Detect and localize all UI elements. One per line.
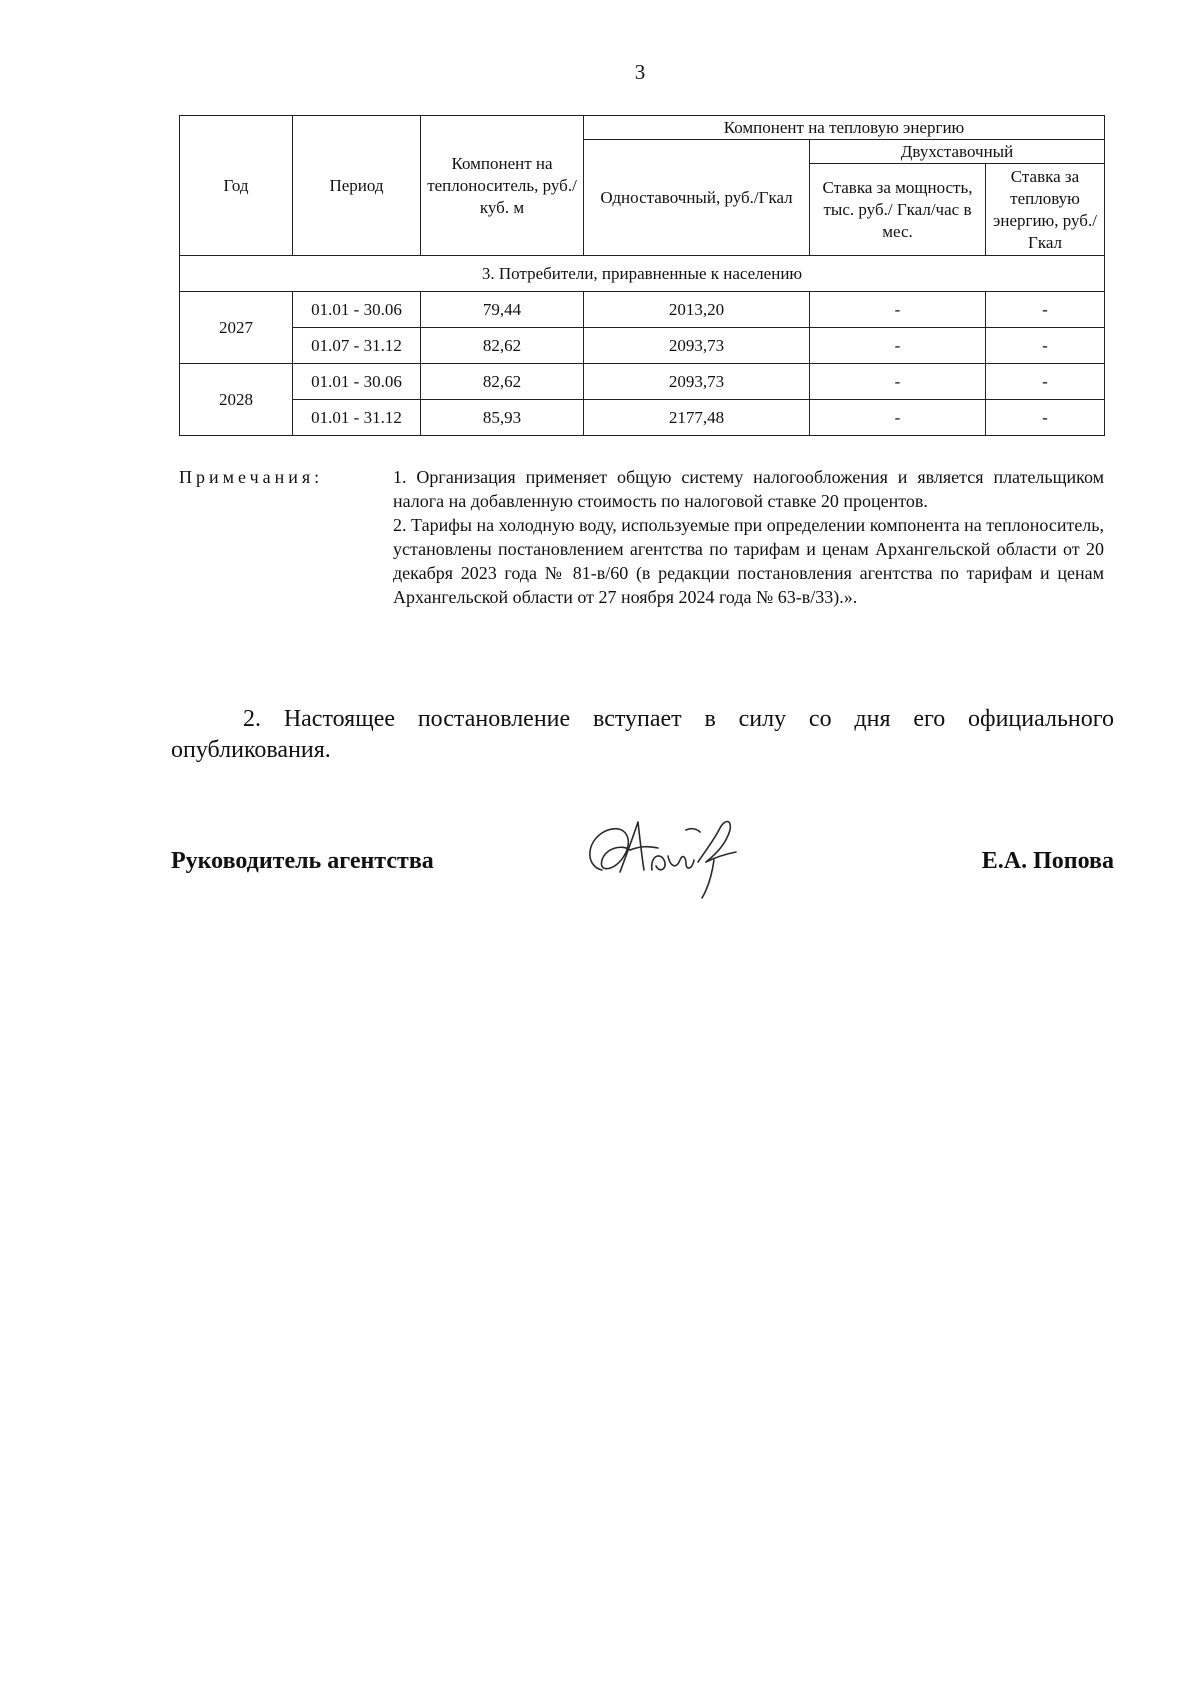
tariff-table (179, 115, 1105, 436)
header-heat-component: Компонент на тепловую энергию (584, 116, 1105, 140)
section-title: 3. Потребители, приравненные к населению (180, 256, 1105, 292)
coolant-cell: 82,62 (421, 328, 584, 364)
capacity-cell: - (810, 364, 986, 400)
signature-block (171, 838, 1114, 938)
coolant-cell: 82,62 (421, 364, 584, 400)
one-rate-cell: 2093,73 (584, 328, 810, 364)
notes-label: Примечания: (179, 467, 324, 487)
coolant-cell: 79,44 (421, 292, 584, 328)
note-item: 1. Организация применяет общую систему налогообложения и является плательщиком налога на добавленную стоимость по налоговой ставке 20 процентов. (393, 467, 1104, 511)
header-two-rate: Двухставочный (810, 140, 1105, 164)
one-rate-cell: 2093,73 (584, 364, 810, 400)
notes-body (393, 465, 1104, 609)
heat-rate-cell: - (986, 364, 1105, 400)
year-cell: 2028 (180, 364, 293, 436)
year-cell: 2027 (180, 292, 293, 364)
heat-rate-cell: - (986, 292, 1105, 328)
page-number: 3 (634, 60, 646, 84)
capacity-cell: - (810, 328, 986, 364)
header-year: Год (180, 116, 293, 256)
coolant-cell: 85,93 (421, 400, 584, 436)
one-rate-cell: 2013,20 (584, 292, 810, 328)
capacity-cell: - (810, 292, 986, 328)
header-coolant-component: Компонент на теплоноситель, руб./куб. м (421, 116, 584, 256)
signer-name: Е.А. Попова (981, 848, 1114, 874)
header-capacity-rate: Ставка за мощность, тыс. руб./ Гкал/час в мес. (810, 164, 986, 256)
heat-rate-cell: - (986, 328, 1105, 364)
signer-position: Руководитель агентства (171, 848, 434, 874)
table-row (180, 400, 1105, 436)
capacity-cell: - (810, 400, 986, 436)
header-period: Период (293, 116, 421, 256)
effective-date-clause: 2. Настоящее постановление вступает в силу со дня его официального опубликования. (171, 706, 1114, 763)
one-rate-cell: 2177,48 (584, 400, 810, 436)
header-one-rate: Одноставочный, руб./Гкал (584, 140, 810, 256)
table-row (180, 364, 1105, 400)
period-cell: 01.01 - 30.06 (293, 364, 421, 400)
heat-rate-cell: - (986, 400, 1105, 436)
period-cell: 01.01 - 30.06 (293, 292, 421, 328)
table-row (180, 328, 1105, 364)
table-row (180, 292, 1105, 328)
header-heat-rate: Ставка за тепловую энергию, руб./Гкал (986, 164, 1105, 256)
period-cell: 01.01 - 31.12 (293, 400, 421, 436)
note-item: 2. Тарифы на холодную воду, используемые при определении компонента на теплоноситель, установлены постановлением агентства по тарифам и ценам Архангельской области от 20 декабря 2023 года № 81-в/60 (в редакции постановления агентства по тарифам и ценам Архангельской области от 27 ноября 2024 года № 63-в/33).». (393, 515, 1104, 607)
period-cell: 01.07 - 31.12 (293, 328, 421, 364)
handwritten-signature (574, 800, 754, 900)
